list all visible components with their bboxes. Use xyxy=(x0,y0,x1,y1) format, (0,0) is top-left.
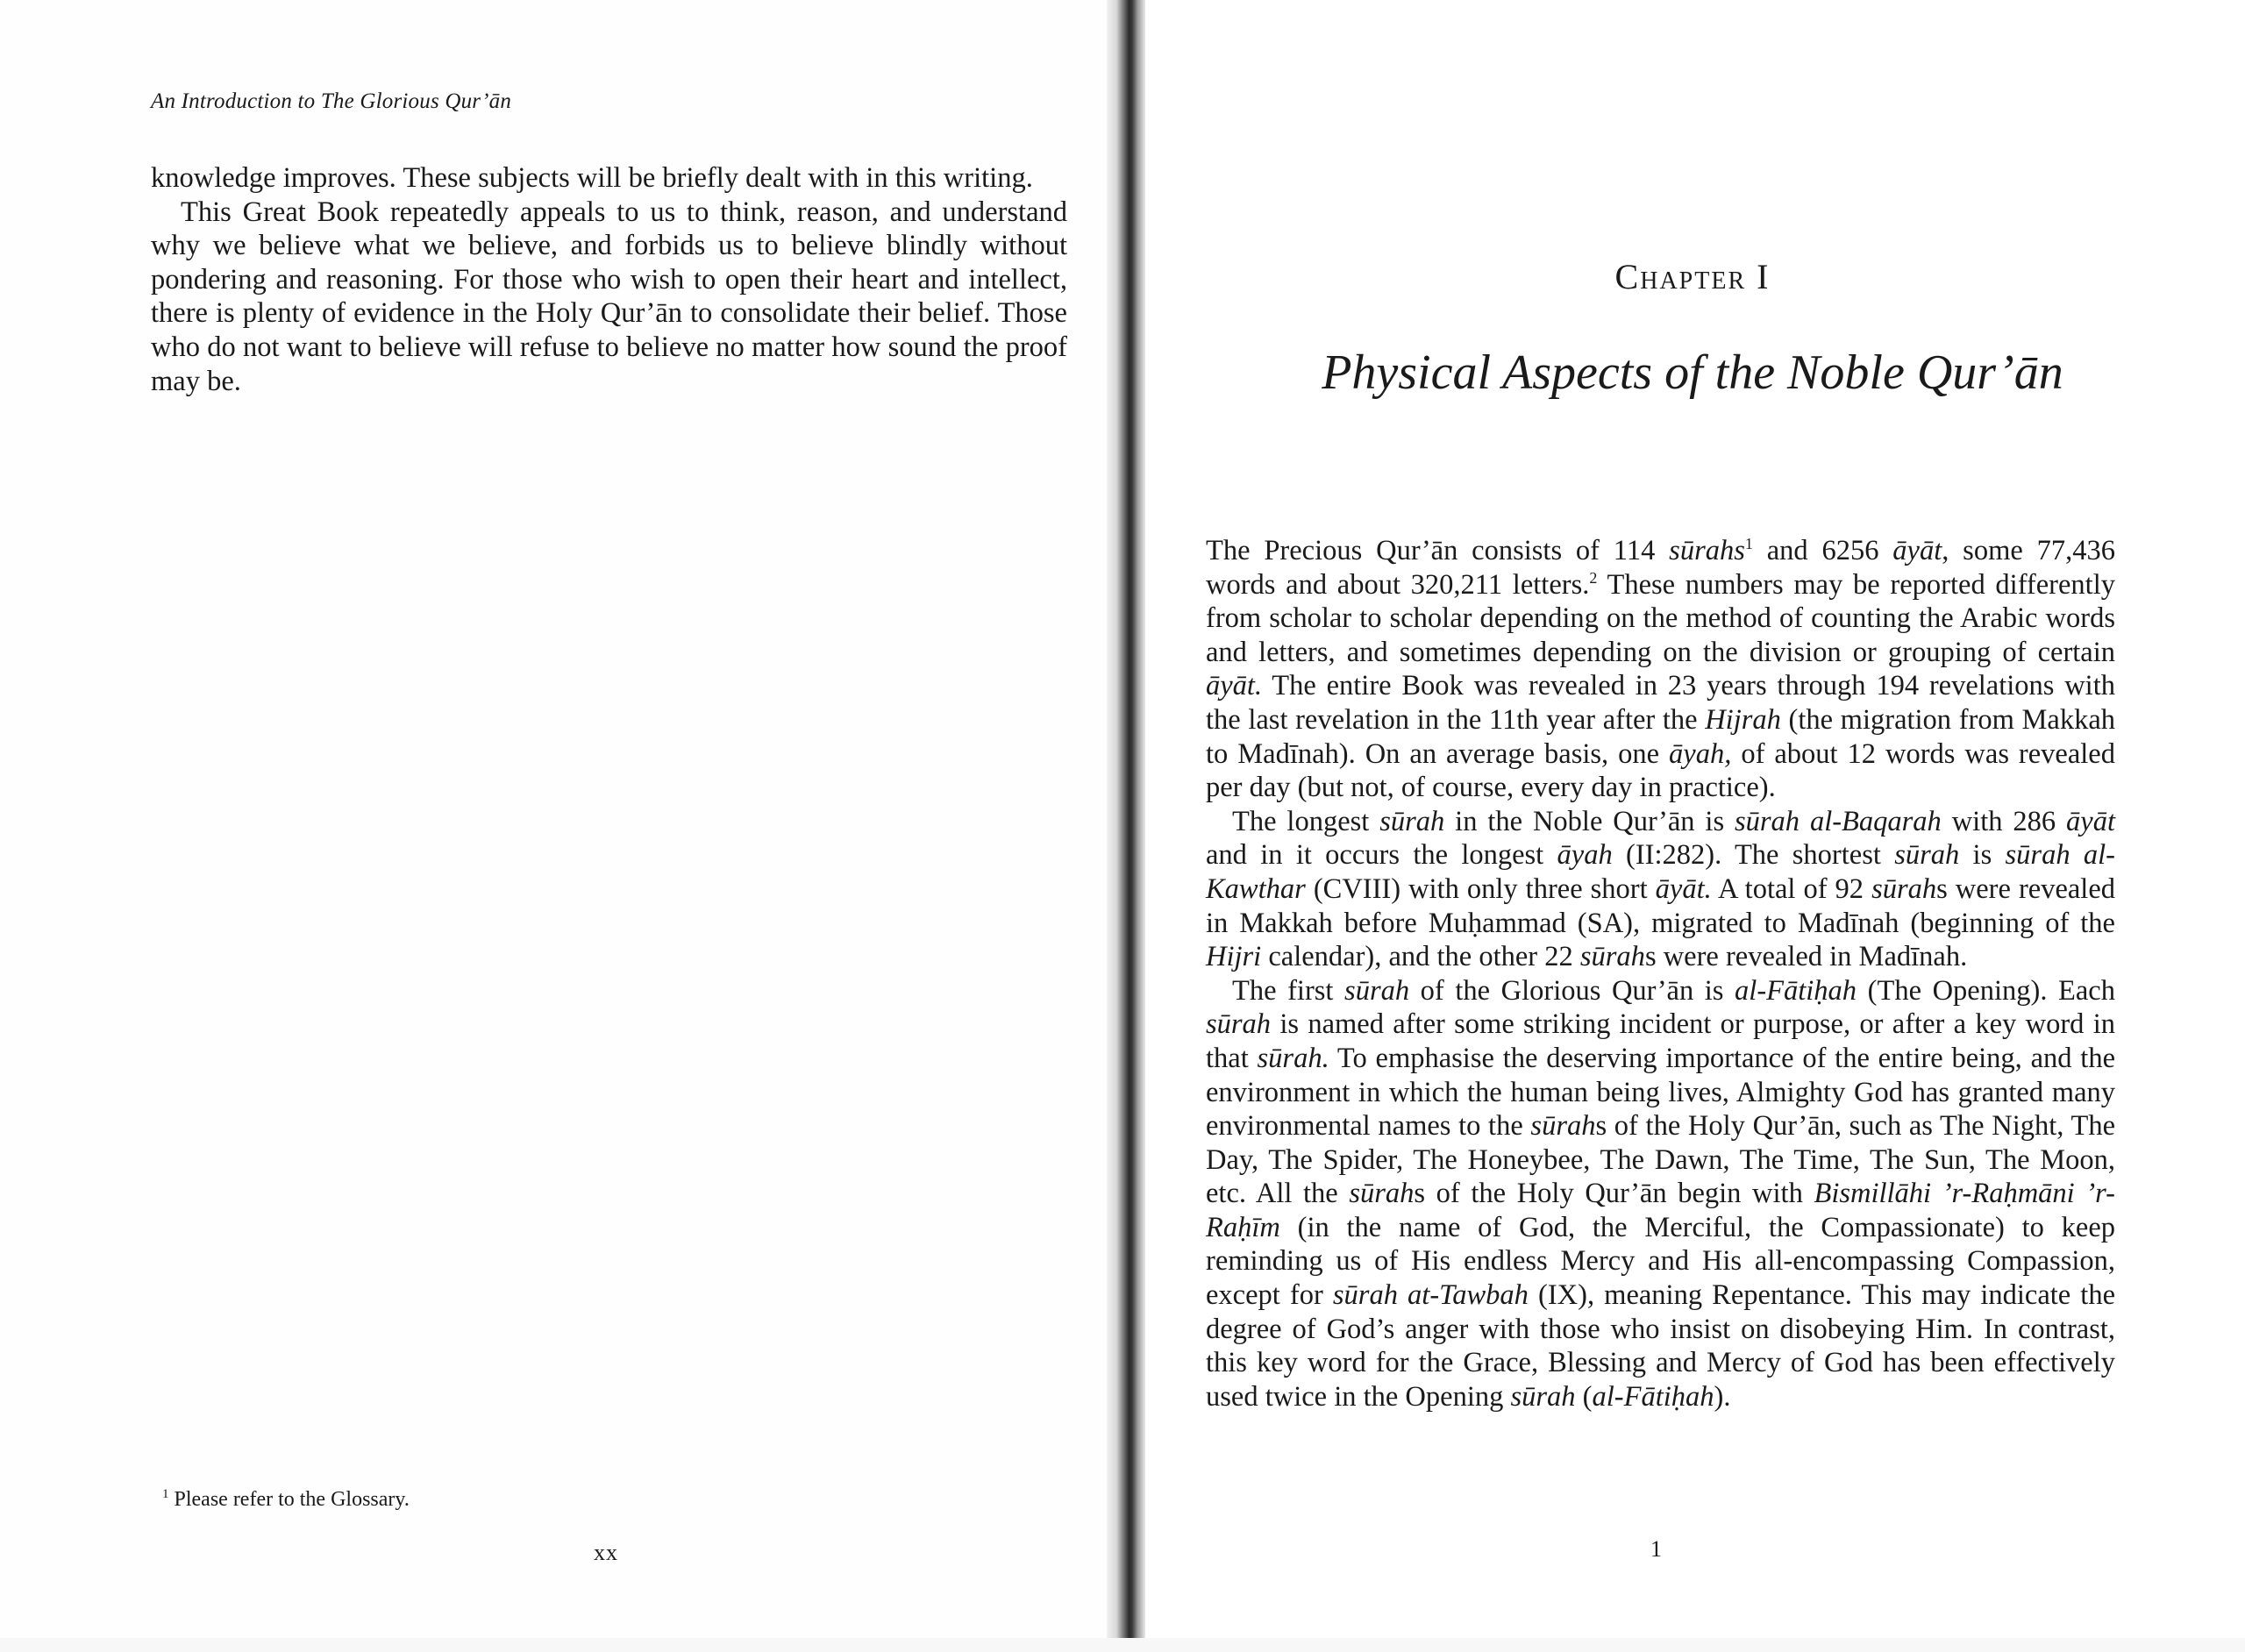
book-gutter xyxy=(1107,0,1145,1638)
page-number-left: xx xyxy=(594,1540,618,1565)
left-paragraph-2: This Great Book repeatedly appeals to us to think, reason, and understand why we believe what we believe, and forbids us to believe blindly without pondering and reasoning. For those who wish to open their heart and intellect, there is plenty of evidence in the Holy Qur’ān to consolidate their belief. Those who do not want to believe will refuse to believe no matter how sound the proof may be. xyxy=(151,196,1067,397)
footnote-ref: 2 xyxy=(1589,568,1598,587)
page-bottom-edge xyxy=(0,1638,2245,1652)
footnote-text: Please refer to the Glossary. xyxy=(174,1488,410,1511)
left-page-text xyxy=(151,161,1067,398)
right-paragraph-1: The Precious Qur’ān consists of 114 sūrahs$^1$ and 6256 āyāt, some 77,436 words and about 320,211 letters.$^2$ These numbers may be reported differently from scholar to scholar depending on the method of counting the Arabic words and letters, and sometimes depending on the division or grouping of certain āyāt. The entire Book was revealed in 23 years through 194 revelations with the last revelation in the 11th year after the Hijrah (the migration from Makkah to Madīnah). On an average basis, one āyah, of about 12 words was revealed per day (but not, of course, every day in practice). xyxy=(1206,535,2115,804)
chapter-label: Chapter I xyxy=(1614,257,1771,296)
chapter-title: Physical Aspects of the Noble Qur’ān xyxy=(1322,345,2063,400)
footnote-ref: 1 xyxy=(1744,535,1753,553)
footnote xyxy=(162,1487,410,1512)
right-page-text xyxy=(1206,534,2115,1413)
running-head: An Introduction to The Glorious Qur’ān xyxy=(151,89,512,113)
right-paragraph-2: The longest sūrah in the Noble Qur’ān is sūrah al-Baqarah with 286 āyāt and in it occurs the longest āyah (II:282). The shortest sūrah is sūrah al-Kawthar (CVIII) with only three short āyāt. A total of 92 sūrahs were revealed in Makkah before Muḥammad (SA), migrated to Madīnah (beginning of the Hijri calendar), and the other 22 sūrahs were revealed in Madīnah. xyxy=(1206,805,2115,973)
footnote-marker: 1 xyxy=(162,1487,169,1501)
left-paragraph-1: knowledge improves. These subjects will be briefly dealt with in this writing. xyxy=(151,162,1033,194)
right-paragraph-3: The first sūrah of the Glorious Qur’ān is al-Fātiḥah (The Opening). Each sūrah is named after some striking incident or purpose, or after a key word in that sūrah. To emphasise the deserving importance of the entire being, and the environment in which the human being lives, Almighty God has granted many environmental names to the sūrahs of the Holy Qur’ān, such as The Night, The Day, The Spider, The Honeybee, The Dawn, The Time, The Sun, The Moon, etc. All the sūrahs of the Holy Qur’ān begin with Bismillāhi ’r-Raḥmāni ’r-Raḥīm (in the name of God, the Merciful, the Compassionate) to keep reminding us of His endless Mercy and His all-encompassing Compassion, except for sūrah at-Tawbah (IX), meaning Repentance. This may indicate the degree of God’s anger with those who insist on disobeying Him. In contrast, this key word for the Grace, Blessing and Mercy of God has been effectively used twice in the Opening sūrah (al-Fātiḥah). xyxy=(1206,974,2115,1413)
page-number-right: 1 xyxy=(1650,1536,1663,1562)
